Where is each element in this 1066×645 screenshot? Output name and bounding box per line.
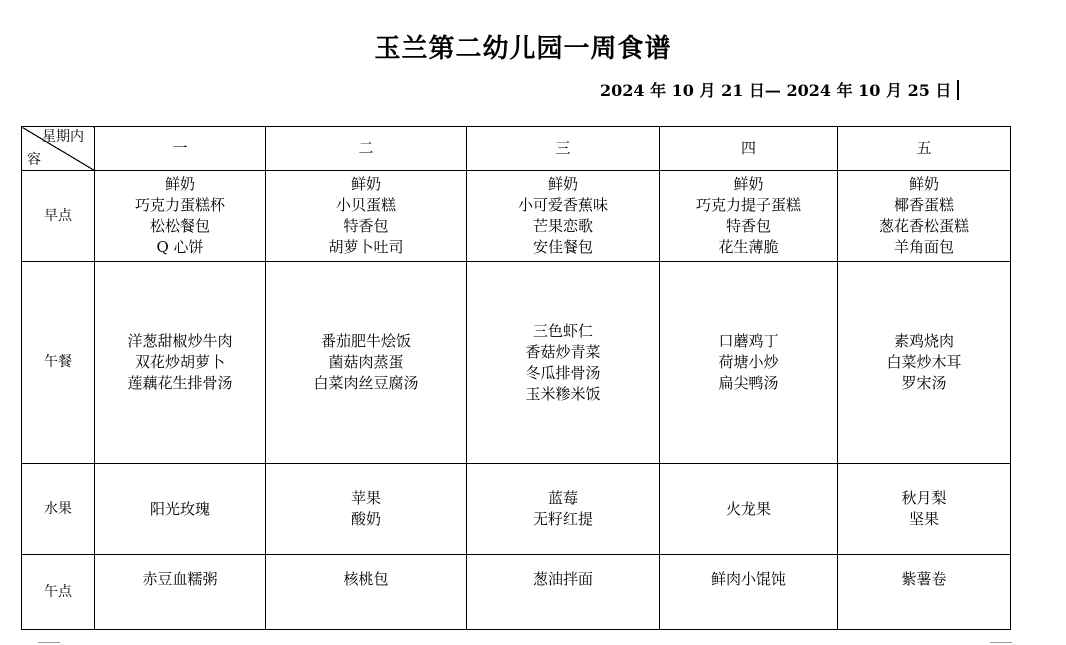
dish-item: 白菜炒木耳	[886, 353, 962, 371]
menu-cell	[660, 262, 838, 464]
row-label-morning-snack: 早点	[22, 171, 95, 262]
dish-item: 阳光玫瑰	[149, 499, 210, 518]
dish-item: 鲜奶	[164, 175, 195, 193]
dish-item: 松松餐包	[149, 217, 210, 235]
menu-cell	[266, 262, 467, 464]
page-corner-mark-right	[990, 642, 1012, 643]
corner-header-top: 星期内	[42, 129, 84, 145]
dish-item: 苹果	[350, 489, 381, 507]
row-label-lunch: 午餐	[22, 262, 95, 464]
dish-item: 小可爱香蕉味	[517, 196, 608, 214]
dish-item: 扁尖鸭汤	[718, 374, 779, 392]
day-header-wed: 三	[467, 127, 660, 171]
row-label-afternoon-snack: 午点	[22, 555, 95, 630]
text-cursor	[957, 80, 959, 100]
menu-cell	[660, 464, 838, 555]
menu-cell	[467, 262, 660, 464]
dish-item: 洋葱甜椒炒牛肉	[127, 332, 233, 350]
dish-item: 小贝蛋糕	[335, 196, 396, 214]
dish-item: Q 心饼	[156, 238, 204, 256]
dish-item: 巧克力蛋糕杯	[134, 196, 225, 214]
menu-cell	[660, 171, 838, 262]
menu-cell	[266, 171, 467, 262]
dish-item: 番茄肥牛烩饭	[320, 332, 411, 350]
day-header-mon: 一	[95, 127, 266, 171]
menu-cell	[95, 171, 266, 262]
dish-item: 鲜肉小馄饨	[710, 570, 786, 588]
dish-item: 荷塘小炒	[718, 353, 779, 371]
dish-item: 坚果	[908, 510, 939, 528]
dish-item: 鲜奶	[908, 175, 939, 193]
dish-item: 核桃包	[343, 570, 389, 588]
dish-item: 芒果恋歌	[532, 217, 593, 235]
menu-cell	[95, 555, 266, 630]
table-row	[22, 171, 1011, 262]
dish-item: 罗宋汤	[901, 374, 947, 392]
dish-item: 羊角面包	[893, 238, 954, 256]
dish-item: 葱油拌面	[532, 570, 593, 588]
dish-item: 巧克力提子蛋糕	[695, 196, 801, 214]
table-row	[22, 555, 1011, 630]
dish-item: 口蘑鸡丁	[718, 332, 779, 350]
dish-item: 安佳餐包	[532, 238, 593, 256]
menu-cell	[467, 171, 660, 262]
document-title: 玉兰第二幼儿园一周食谱	[374, 34, 672, 64]
corner-header-bottom: 容	[27, 152, 41, 168]
menu-cell	[467, 464, 660, 555]
dish-item: 葱花香松蛋糕	[878, 217, 969, 235]
corner-header-cell	[22, 127, 95, 171]
menu-cell	[266, 555, 467, 630]
table-row	[22, 464, 1011, 555]
date-range-text: 2024 年 10 月 21 日— 2024 年 10 月 25 日	[600, 81, 952, 100]
menu-cell	[660, 555, 838, 630]
dish-item: 特香包	[725, 217, 771, 235]
dish-item: 香菇炒青菜	[525, 342, 601, 361]
page-corner-mark-left	[38, 642, 60, 643]
row-label-fruit: 水果	[22, 464, 95, 555]
dish-item: 特香包	[343, 217, 389, 235]
day-header-tue: 二	[266, 127, 467, 171]
weekly-menu-table	[21, 126, 1011, 630]
dish-item: 无籽红提	[532, 510, 593, 528]
dish-item: 火龙果	[725, 499, 771, 518]
dish-item: 三色虾仁	[532, 321, 593, 340]
menu-cell	[838, 262, 1011, 464]
dish-item: 胡萝卜吐司	[328, 238, 404, 256]
dish-item: 鲜奶	[547, 175, 578, 193]
dish-item: 双花炒胡萝卜	[134, 353, 225, 371]
dish-item: 莲藕花生排骨汤	[127, 374, 233, 392]
menu-cell	[266, 464, 467, 555]
menu-cell	[95, 464, 266, 555]
dish-item: 蓝莓	[547, 489, 578, 507]
menu-cell	[838, 464, 1011, 555]
day-header-thu: 四	[660, 127, 838, 171]
dish-item: 鲜奶	[733, 175, 764, 193]
menu-cell	[838, 171, 1011, 262]
header-row	[22, 127, 1011, 171]
dish-item: 白菜肉丝豆腐汤	[313, 374, 419, 392]
dish-item: 鲜奶	[350, 175, 381, 193]
dish-item: 玉米糁米饭	[525, 384, 601, 403]
menu-cell	[95, 262, 266, 464]
menu-cell	[467, 555, 660, 630]
dish-item: 素鸡烧肉	[893, 332, 954, 350]
date-range	[600, 78, 990, 101]
table-row	[22, 262, 1011, 464]
dish-item: 酸奶	[350, 510, 381, 528]
dish-item: 菌菇肉蒸蛋	[328, 353, 404, 371]
dish-item: 花生薄脆	[718, 238, 779, 256]
dish-item: 冬瓜排骨汤	[525, 363, 601, 382]
dish-item: 椰香蛋糕	[893, 196, 954, 214]
day-header-fri: 五	[838, 127, 1011, 171]
menu-cell	[838, 555, 1011, 630]
dish-item: 秋月梨	[901, 489, 947, 507]
dish-item: 紫薯卷	[901, 570, 947, 588]
dish-item: 赤豆血糯粥	[142, 570, 218, 588]
